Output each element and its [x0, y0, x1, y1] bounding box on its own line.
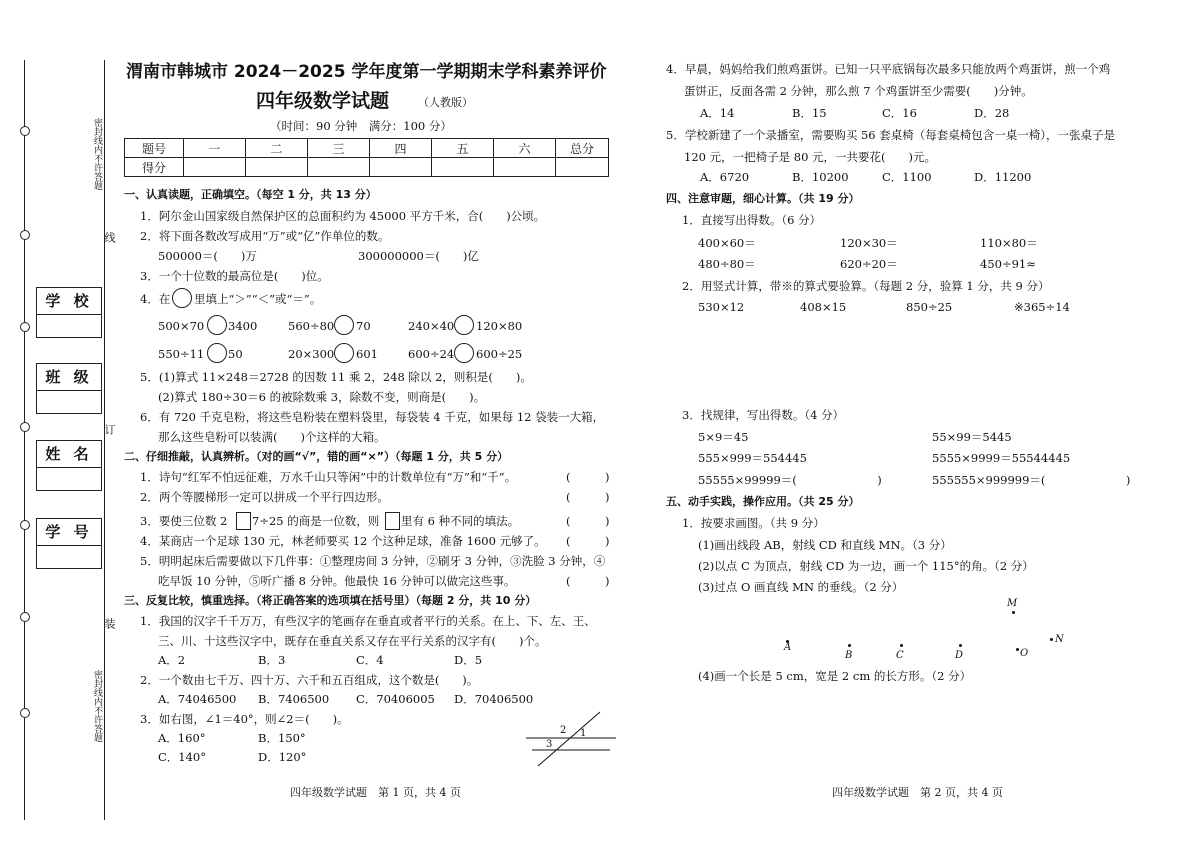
section-3-title: 三、反复比较，慎重选择。（将正确答案的选项填在括号里）（每题 2 分，共 10 分）: [124, 594, 537, 607]
question-text: 300000000＝( )亿: [358, 249, 479, 263]
pattern-item: 5×9＝45: [698, 430, 749, 444]
question-text: 2．一个数由七千万、四十万、六千和五百组成，这个数是( )。: [140, 673, 479, 687]
seal-line-mark: 订: [103, 424, 116, 435]
option[interactable]: A．2: [158, 653, 186, 667]
section-4-title: 四、注意审题，细心计算。（共 19 分）: [666, 192, 860, 205]
section-1-title: 一、认真读题，正确填空。（每空 1 分，共 13 分）: [124, 188, 377, 201]
point-n: [1050, 638, 1053, 641]
digit-box[interactable]: [236, 512, 251, 530]
option[interactable]: B．7406500: [258, 692, 330, 706]
compare-circle[interactable]: [454, 315, 474, 335]
angle-label-1: 1: [580, 728, 587, 739]
angle-figure: [520, 710, 620, 770]
compare-circle[interactable]: [334, 343, 354, 363]
score-cell[interactable]: [308, 158, 370, 177]
score-cell[interactable]: [370, 158, 432, 177]
compare-left: 240×40: [408, 319, 455, 333]
score-header: 题号: [125, 139, 184, 158]
calc-item: 450÷91≈: [980, 257, 1036, 271]
score-cell[interactable]: [556, 158, 609, 177]
school-field[interactable]: 学 校: [36, 287, 102, 338]
option[interactable]: A．74046500: [158, 692, 237, 706]
point-label: N: [1055, 634, 1064, 645]
score-header: 四: [370, 139, 432, 158]
question-text: 3．找规律，写出得数。（4 分）: [682, 408, 845, 422]
option[interactable]: D．70406500: [454, 692, 534, 706]
question-text: 3．要使三位数 2: [140, 514, 228, 528]
question-text: 2．将下面各数改写成用“万”或“亿”作单位的数。: [140, 229, 390, 243]
point-label: D: [955, 650, 964, 661]
point-label: A: [784, 642, 792, 653]
question-text: (2)算式 180÷30＝6 的被除数乘 3，除数不变，则商是( )。: [158, 390, 486, 404]
point-label: C: [896, 650, 904, 661]
option[interactable]: B．3: [258, 653, 286, 667]
vertical-calc-item: 408×15: [800, 300, 847, 314]
score-header: 六: [494, 139, 556, 158]
point-c: [900, 644, 903, 647]
pattern-item: 555×999＝554445: [698, 451, 807, 465]
question-text: 4．在: [140, 292, 171, 306]
point-m: [1012, 611, 1015, 614]
score-table: [124, 138, 609, 177]
pattern-item[interactable]: 555555×999999＝( ): [932, 473, 1131, 487]
question-text: 5．明明起床后需要做以下几件事：①整理房间 3 分钟，②刷牙 3 分钟，③洗脸 3 分钟，④: [140, 554, 606, 568]
compare-circle[interactable]: [207, 315, 227, 335]
answer-paren[interactable]: ( ): [566, 490, 610, 504]
question-text: 500000＝( )万: [158, 249, 257, 263]
option[interactable]: D．11200: [974, 170, 1032, 184]
question-text: (3)过点 O 画直线 MN 的垂线。（2 分）: [698, 580, 904, 594]
question-text: 3．一个十位数的最高位是( )位。: [140, 269, 329, 283]
question-text: 三、川、十这些汉字中，既存在垂直关系又存在平行关系的汉字有( )个。: [158, 634, 547, 648]
answer-paren[interactable]: ( ): [566, 534, 610, 548]
compare-right: 3400: [228, 319, 258, 333]
seal-notice-bottom: 密封线内不许答题: [92, 670, 102, 742]
compare-right: 601: [356, 347, 378, 361]
question-text: 120 元，一把椅子是 80 元，一共要花( )元。: [684, 150, 937, 164]
binding-line: [24, 60, 25, 820]
question-text: 1．直接写出得数。（6 分）: [682, 213, 822, 227]
question-text: (1)画出线段 AB，射线 CD 和直线 MN。（3 分）: [698, 538, 952, 552]
name-field[interactable]: 姓 名: [36, 440, 102, 491]
calc-item: 110×80＝: [980, 236, 1038, 250]
page-footer-2: 四年级数学试题 第 2 页，共 4 页: [832, 786, 1003, 799]
digit-box[interactable]: [385, 512, 400, 530]
point-label: B: [845, 650, 853, 661]
seal-notice-top: 密封线内不许答题: [92, 118, 102, 190]
binding-hole: [20, 126, 30, 136]
angle-label-2: 2: [560, 725, 567, 736]
option[interactable]: A．6720: [700, 170, 750, 184]
compare-circle[interactable]: [334, 315, 354, 335]
question-text: 那么这些皂粉可以装满( )个这样的大箱。: [158, 430, 386, 444]
question-text: 1．诗句“红军不怕远征难，万水千山只等闲”中的计数单位有“万”和“千”。: [140, 470, 517, 484]
option[interactable]: C．70406005: [356, 692, 435, 706]
question-text: 4．早晨，妈妈给我们煎鸡蛋饼。已知一只平底锅每次最多只能放两个鸡蛋饼，煎一个鸡: [666, 62, 1111, 76]
seal-line-mark: 装: [103, 618, 116, 629]
option[interactable]: D．5: [454, 653, 483, 667]
binding-hole: [20, 322, 30, 332]
compare-left: 550÷11: [158, 347, 205, 361]
question-text: 2．用竖式计算，带※的算式要验算。（每题 2 分，验算 1 分，共 9 分）: [682, 279, 1050, 293]
calc-item: 480÷80＝: [698, 257, 756, 271]
angle-label-3: 3: [546, 739, 553, 750]
question-text: 里填上“＞”“＜”或“＝”。: [194, 292, 322, 306]
score-header: 总分: [556, 139, 609, 158]
binding-hole: [20, 422, 30, 432]
score-cell[interactable]: [184, 158, 246, 177]
option[interactable]: C．140°: [158, 750, 206, 764]
question-text: 3．如右图，∠1＝40°，则∠2＝( )。: [140, 712, 349, 726]
question-text: 2．两个等腰梯形一定可以拼成一个平行四边形。: [140, 490, 389, 504]
question-text: 蛋饼正，反面各需 2 分钟，那么煎 7 个鸡蛋饼至少需要( )分钟。: [684, 84, 1033, 98]
exam-title: 渭南市韩城市 2024－2025 学年度第一学期期末学科素养评价: [126, 62, 607, 82]
binding-line: [104, 60, 105, 820]
option[interactable]: D．28: [974, 106, 1010, 120]
option[interactable]: B．15: [792, 106, 827, 120]
compare-right: 50: [228, 347, 243, 361]
calc-item: 400×60＝: [698, 236, 756, 250]
compare-circle[interactable]: [172, 288, 192, 308]
compare-left: 560÷80: [288, 319, 335, 333]
question-text: 4．某商店一个足球 130 元，林老师要买 12 个这种足球，准备 1600 元够了。: [140, 534, 546, 548]
vertical-calc-item: 530×12: [698, 300, 745, 314]
point-o: [1016, 648, 1019, 651]
point-label: O: [1020, 648, 1029, 659]
binding-margin: [0, 0, 118, 849]
option[interactable]: C．4: [356, 653, 384, 667]
compare-left: 600÷24: [408, 347, 455, 361]
question-text: 1．我国的汉字千千万万，有些汉字的笔画存在垂直或者平行的关系。在上、下、左、王、: [140, 614, 596, 628]
option[interactable]: C．1100: [882, 170, 932, 184]
exam-subtitle: 四年级数学试题: [256, 90, 390, 112]
compare-right: 70: [356, 319, 371, 333]
score-cell[interactable]: [246, 158, 308, 177]
calc-item: 120×30＝: [840, 236, 898, 250]
point-b: [848, 644, 851, 647]
compare-left: 500×70: [158, 319, 205, 333]
score-header: 五: [432, 139, 494, 158]
binding-hole: [20, 230, 30, 240]
question-text: 5．(1)算式 11×248＝2728 的因数 11 乘 2，248 除以 2，则积是( )。: [140, 370, 532, 384]
option[interactable]: B．150°: [258, 731, 306, 745]
point-label: M: [1007, 598, 1018, 609]
vertical-calc-item: ※365÷14: [1014, 300, 1070, 314]
exam-time-score: （时间：90 分钟 满分：100 分）: [270, 119, 452, 133]
compare-right: 600÷25: [476, 347, 523, 361]
point-d: [959, 644, 962, 647]
question-text: (2)以点 C 为顶点，射线 CD 为一边，画一个 115°的角。（2 分）: [698, 559, 1034, 573]
edition-label: （人教版）: [418, 96, 473, 109]
calc-item: 620÷20＝: [840, 257, 898, 271]
seal-line-mark: 线: [103, 232, 116, 243]
score-cell[interactable]: [432, 158, 494, 177]
binding-hole: [20, 612, 30, 622]
compare-right: 120×80: [476, 319, 523, 333]
question-text: 1．阿尔金山国家级自然保护区的总面积约为 45000 平方千米，合( )公顷。: [140, 209, 546, 223]
question-text: 6．有 720 千克皂粉，将这些皂粉装在塑料袋里，每袋装 4 千克，如果每 12 袋装一大箱，: [140, 410, 605, 424]
question-text: 里有 6 种不同的填法。: [401, 514, 520, 528]
question-text: (4)画一个长是 5 cm，宽是 2 cm 的长方形。（2 分）: [698, 669, 972, 683]
question-text: 1．按要求画图。（共 9 分）: [682, 516, 825, 530]
score-header: 二: [246, 139, 308, 158]
score-header: 一: [184, 139, 246, 158]
vertical-calc-item: 850÷25: [906, 300, 953, 314]
question-text: 7÷25 的商是一位数，则: [252, 514, 380, 528]
compare-left: 20×300: [288, 347, 335, 361]
pattern-item: 5555×9999＝55544445: [932, 451, 1071, 465]
score-header: 三: [308, 139, 370, 158]
student-number-field[interactable]: 学 号: [36, 518, 102, 569]
section-2-title: 二、仔细推敲，认真辨析。（对的画“√”，错的画“×”）（每题 1 分，共 5 分）: [124, 450, 509, 463]
answer-paren[interactable]: ( ): [566, 514, 610, 528]
compare-circle[interactable]: [207, 343, 227, 363]
score-row-label: 得分: [125, 158, 184, 177]
answer-paren[interactable]: ( ): [566, 574, 610, 588]
page-footer-1: 四年级数学试题 第 1 页，共 4 页: [290, 786, 461, 799]
class-field[interactable]: 班 级: [36, 363, 102, 414]
answer-paren[interactable]: ( ): [566, 470, 610, 484]
option[interactable]: A．14: [700, 106, 735, 120]
section-5-title: 五、动手实践，操作应用。（共 25 分）: [666, 495, 860, 508]
pattern-item: 55×99＝5445: [932, 430, 1012, 444]
question-text: 吃早饭 10 分钟，⑤听广播 8 分钟。他最快 16 分钟可以做完这些事。: [158, 574, 516, 588]
compare-circle[interactable]: [454, 343, 474, 363]
pattern-item[interactable]: 55555×99999＝( ): [698, 473, 882, 487]
option[interactable]: D．120°: [258, 750, 307, 764]
option[interactable]: A．160°: [158, 731, 206, 745]
option[interactable]: C．16: [882, 106, 917, 120]
score-cell[interactable]: [494, 158, 556, 177]
option[interactable]: B．10200: [792, 170, 849, 184]
question-text: 5．学校新建了一个录播室，需要购买 56 套桌椅（每套桌椅包含一桌一椅），一张桌子是: [666, 128, 1116, 142]
binding-hole: [20, 708, 30, 718]
binding-hole: [20, 520, 30, 530]
